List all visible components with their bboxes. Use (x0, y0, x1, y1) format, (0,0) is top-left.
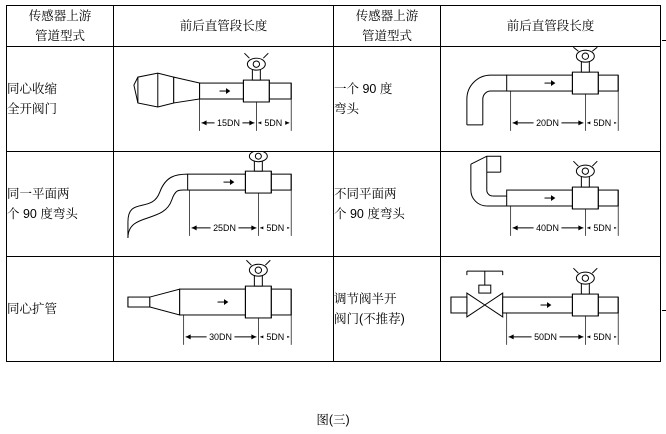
row-label-concentric-reducer (7, 47, 114, 152)
dimension-upstream: 40DN (536, 222, 559, 233)
dimension-downstream: 5DN (593, 117, 612, 128)
figure-cell-concentric-expander (114, 257, 334, 362)
figure-caption: 图(三) (316, 413, 350, 427)
header-cell-straight-length-left (114, 6, 334, 47)
label-line-1: 同心扩管 (7, 302, 58, 316)
diagram-concentric-reducer-full-open-valve (114, 47, 333, 151)
dimension-downstream: 5DN (266, 331, 285, 342)
header-line-1: 前后直管段长度 (179, 19, 268, 33)
diagram-single-90-degree-elbow (441, 47, 660, 151)
label-line-1: 调节阀半开 (334, 292, 397, 306)
dimension-upstream: 30DN (209, 331, 232, 342)
figure-cell-concentric-reducer (114, 47, 334, 152)
dimension-upstream: 50DN (534, 331, 557, 342)
row-label-two-elbows-same-plane (7, 152, 114, 257)
label-line-2: 个 90 度弯头 (7, 207, 78, 221)
page-edge-mark (662, 40, 666, 41)
dimension-downstream: 5DN (593, 331, 612, 342)
figure-cell-control-valve-half-open (441, 257, 661, 362)
label-line-2: 阀门(不推荐) (334, 312, 405, 326)
figure-cell-two-elbows-different-planes (441, 152, 661, 257)
dimension-upstream: 20DN (536, 117, 559, 128)
label-line-1: 同心收缩 (7, 82, 58, 96)
row-label-concentric-expander (7, 257, 114, 362)
header-line-1: 前后直管段长度 (506, 19, 595, 33)
table-row (7, 47, 661, 152)
dimension-downstream: 5DN (593, 222, 612, 233)
header-line-1: 传感器上游 (28, 9, 92, 23)
header-cell-upstream-pipe-type-right (334, 6, 441, 47)
label-line-2: 弯头 (334, 102, 360, 116)
header-line-2: 管道型式 (34, 29, 85, 43)
header-cell-straight-length-right (441, 6, 661, 47)
header-cell-upstream-pipe-type-left (7, 6, 114, 47)
row-label-control-valve-half-open (334, 257, 441, 362)
label-line-2: 全开阀门 (7, 102, 58, 116)
table-row (7, 152, 661, 257)
label-line-2: 个 90 度弯头 (334, 207, 405, 221)
label-line-1: 不同平面两 (334, 187, 397, 201)
diagram-concentric-expander (114, 257, 333, 361)
diagram-two-90-degree-elbows-same-plane (114, 152, 333, 256)
figure-cell-single-elbow (441, 47, 661, 152)
page-edge-mark (662, 310, 666, 311)
figure-cell-two-elbows-same-plane (114, 152, 334, 257)
label-line-1: 一个 90 度 (334, 82, 393, 96)
row-label-single-elbow (334, 47, 441, 152)
dimension-downstream: 5DN (266, 222, 285, 233)
header-line-2: 管道型式 (361, 29, 412, 43)
row-label-two-elbows-different-planes (334, 152, 441, 257)
label-line-1: 同一平面两 (7, 187, 70, 201)
pipe-installation-table (6, 5, 661, 362)
table-header-row (7, 6, 661, 47)
header-line-1: 传感器上游 (355, 9, 419, 23)
dimension-upstream: 15DN (217, 117, 240, 128)
dimension-downstream: 5DN (264, 117, 283, 128)
diagram-control-valve-half-open (441, 257, 660, 361)
dimension-upstream: 25DN (213, 222, 236, 233)
table-row (7, 257, 661, 362)
diagram-two-90-degree-elbows-different-planes (441, 152, 660, 256)
